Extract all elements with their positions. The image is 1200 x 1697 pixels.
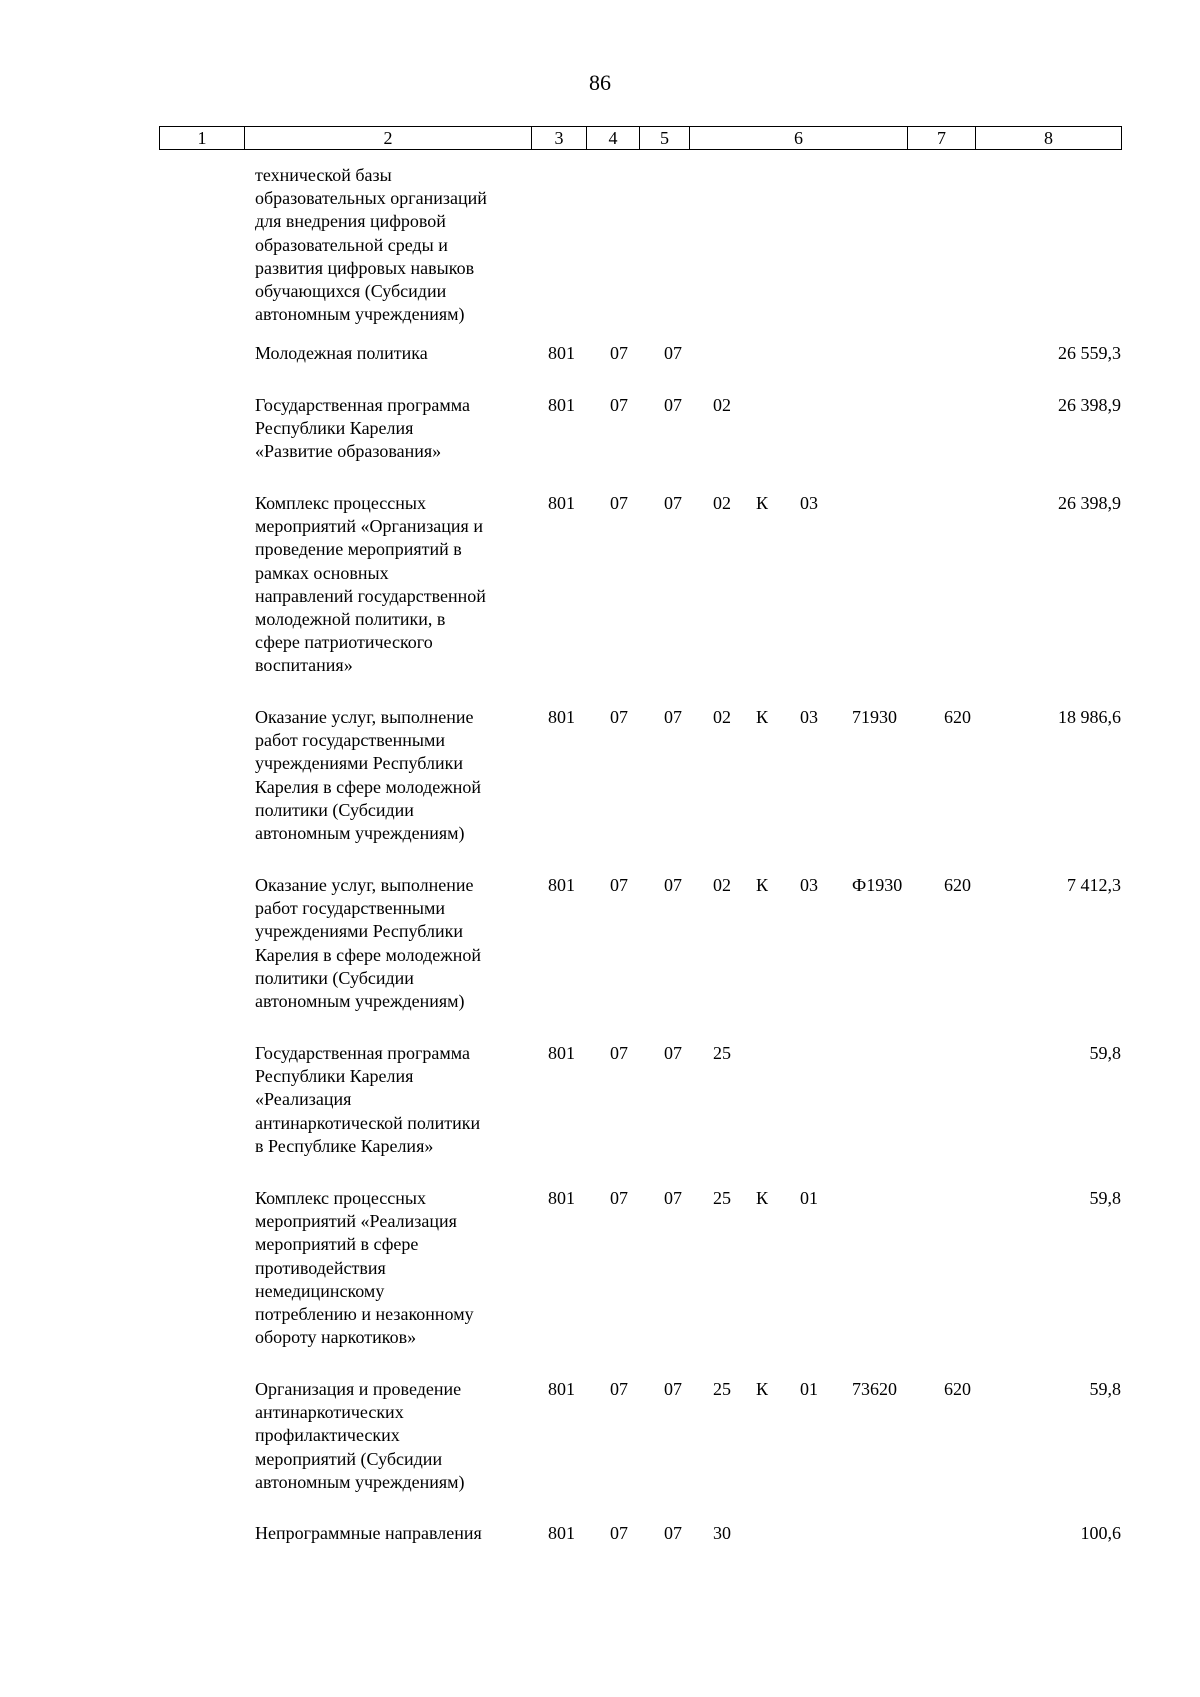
row-description: Непрограммные направления xyxy=(255,1523,482,1543)
cell-col5: 07 xyxy=(664,1523,682,1543)
column-header-4: 4 xyxy=(587,127,640,150)
cell-col6-type: К xyxy=(756,493,769,513)
cell-amount: 59,8 xyxy=(1089,1379,1121,1399)
cell-col6-direction: 73620 xyxy=(852,1379,897,1399)
cell-amount: 7 412,3 xyxy=(1067,875,1121,895)
cell-col5: 07 xyxy=(664,875,682,895)
cell-col3: 801 xyxy=(548,1379,575,1399)
cell-amount: 18 986,6 xyxy=(1058,707,1121,727)
cell-col3: 801 xyxy=(548,1523,575,1543)
row-description: Комплекс процессных мероприятий «Организация и проведение мероприятий в рамках основных направлений государственной молодежной политики, в сфере патриотического воспитания» xyxy=(255,493,486,676)
cell-col4: 07 xyxy=(610,707,628,727)
cell-col6-program: 02 xyxy=(713,395,731,415)
cell-amount: 26 398,9 xyxy=(1058,493,1121,513)
column-header-5: 5 xyxy=(640,127,690,150)
row-description: Государственная программа Республики Карелия «Развитие образования» xyxy=(255,395,470,462)
cell-col6-direction: Ф1930 xyxy=(852,875,903,895)
cell-col7: 620 xyxy=(944,1379,971,1399)
cell-col6-type: К xyxy=(756,1188,769,1208)
cell-col5: 07 xyxy=(664,343,682,363)
cell-col6-program: 25 xyxy=(713,1379,731,1399)
cell-col6-program: 02 xyxy=(713,875,731,895)
cell-col4: 07 xyxy=(610,343,628,363)
cell-col5: 07 xyxy=(664,1188,682,1208)
cell-col5: 07 xyxy=(664,395,682,415)
column-header-8: 8 xyxy=(976,127,1122,150)
cell-col6-program: 25 xyxy=(713,1043,731,1063)
cell-col6-subprogram: 03 xyxy=(800,875,818,895)
cell-amount: 26 398,9 xyxy=(1058,395,1121,415)
cell-col5: 07 xyxy=(664,1043,682,1063)
cell-col5: 07 xyxy=(664,1379,682,1399)
row-description: технической базы образовательных организаций для внедрения цифровой образовательной среды и развития цифровых навыков обучающихся (Субсидии автономным учреждениям) xyxy=(255,165,487,325)
cell-col3: 801 xyxy=(548,343,575,363)
cell-col6-type: К xyxy=(756,707,769,727)
cell-col3: 801 xyxy=(548,707,575,727)
row-description: Организация и проведение антинаркотических профилактических мероприятий (Субсидии автономным учреждениям) xyxy=(255,1379,465,1492)
cell-col6-program: 25 xyxy=(713,1188,731,1208)
cell-col4: 07 xyxy=(610,395,628,415)
cell-col3: 801 xyxy=(548,395,575,415)
cell-col6-subprogram: 03 xyxy=(800,707,818,727)
cell-amount: 59,8 xyxy=(1089,1043,1121,1063)
column-header-3: 3 xyxy=(532,127,587,150)
cell-col3: 801 xyxy=(548,1043,575,1063)
cell-col6-program: 30 xyxy=(713,1523,731,1543)
cell-col5: 07 xyxy=(664,707,682,727)
cell-col4: 07 xyxy=(610,1523,628,1543)
column-header-2: 2 xyxy=(245,127,532,150)
row-description: Оказание услуг, выполнение работ государственными учреждениями Республики Карелия в сфере молодежной политики (Субсидии автономным учреждениям) xyxy=(255,707,481,844)
cell-col3: 801 xyxy=(548,493,575,513)
cell-col6-type: К xyxy=(756,1379,769,1399)
column-header-6: 6 xyxy=(690,127,908,150)
cell-col6-program: 02 xyxy=(713,707,731,727)
column-header-row xyxy=(160,127,1122,150)
cell-amount: 100,6 xyxy=(1080,1523,1121,1543)
cell-col6-program: 02 xyxy=(713,493,731,513)
row-description: Комплекс процессных мероприятий «Реализация мероприятий в сфере противодействия немедицинскому потреблению и незаконному обороту наркотиков» xyxy=(255,1188,474,1348)
row-description: Государственная программа Республики Карелия «Реализация антинаркотической политики в Республике Карелия» xyxy=(255,1043,481,1156)
row-description: Оказание услуг, выполнение работ государственными учреждениями Республики Карелия в сфере молодежной политики (Субсидии автономным учреждениям) xyxy=(255,875,481,1012)
cell-col4: 07 xyxy=(610,1188,628,1208)
cell-col6-subprogram: 01 xyxy=(800,1188,818,1208)
cell-col6-type: К xyxy=(756,875,769,895)
cell-col6-direction: 71930 xyxy=(852,707,897,727)
cell-col3: 801 xyxy=(548,875,575,895)
cell-col7: 620 xyxy=(944,875,971,895)
column-header-table xyxy=(159,126,1122,150)
cell-col3: 801 xyxy=(548,1188,575,1208)
column-header-1: 1 xyxy=(160,127,245,150)
cell-col6-subprogram: 01 xyxy=(800,1379,818,1399)
cell-col4: 07 xyxy=(610,1379,628,1399)
cell-amount: 59,8 xyxy=(1089,1188,1121,1208)
column-header-7: 7 xyxy=(908,127,976,150)
cell-col5: 07 xyxy=(664,493,682,513)
cell-amount: 26 559,3 xyxy=(1058,343,1121,363)
cell-col7: 620 xyxy=(944,707,971,727)
row-description: Молодежная политика xyxy=(255,343,428,363)
cell-col4: 07 xyxy=(610,1043,628,1063)
page-number: 86 xyxy=(589,70,611,95)
cell-col4: 07 xyxy=(610,875,628,895)
cell-col4: 07 xyxy=(610,493,628,513)
cell-col6-subprogram: 03 xyxy=(800,493,818,513)
